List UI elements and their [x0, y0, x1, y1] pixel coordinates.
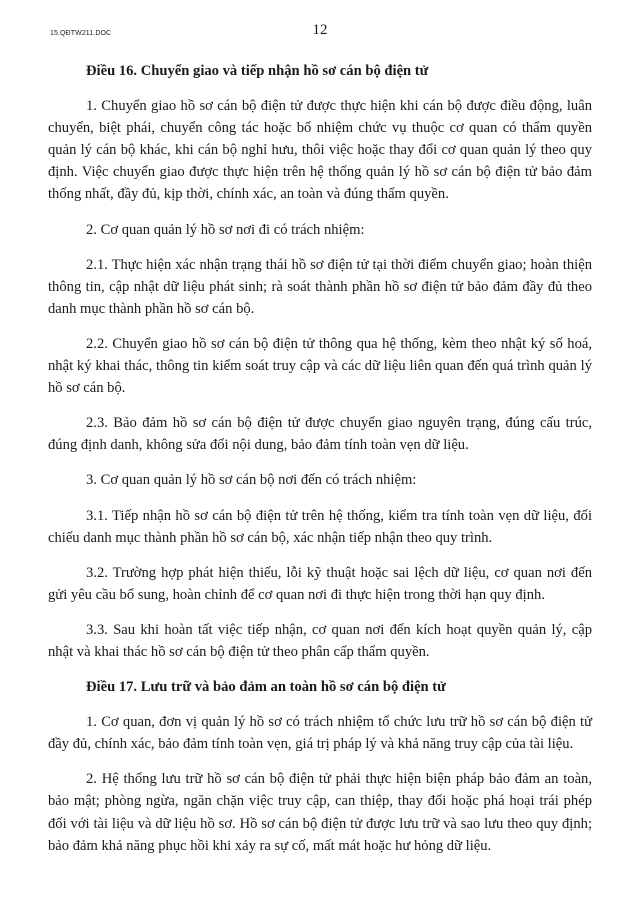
page-number: 12	[312, 22, 328, 38]
article-16-clause-2-1: 2.1. Thực hiện xác nhận trạng thái hồ sơ điện tử tại thời điểm chuyển giao; hoàn thiện thông tin, cập nhật dữ liệu phát sinh; rà soát thành phần hồ sơ điện tử bảo đảm đầy đủ theo danh mục thành phần hồ sơ cán bộ.	[48, 256, 592, 317]
article-17-heading: Điều 17. Lưu trữ và bảo đảm an toàn hồ sơ cán bộ điện tử	[86, 679, 446, 696]
article-16-clause-1: 1. Chuyển giao hồ sơ cán bộ điện tử được thực hiện khi cán bộ được điều động, luân chuyển, biệt phái, chuyển công tác hoặc bổ nhiệm chức vụ thuộc cơ quan có thẩm quyền quản lý cán bộ khác, khi cán bộ nghỉ hưu, thôi việc hoặc thay đổi cơ quan quản lý theo quy định. Việc chuyển giao được thực hiện trên hệ thống quản lý hồ sơ cán bộ điện tử bảo đảm thống nhất, đầy đủ, kịp thời, chính xác, an toàn và đúng thẩm quyền.	[48, 98, 592, 203]
article-16-clause-3-1: 3.1. Tiếp nhận hồ sơ cán bộ điện tử trên hệ thống, kiểm tra tính toàn vẹn dữ liệu, đối chiếu danh mục thành phần hồ sơ cán bộ, xác nhận tiếp nhận theo quy trình.	[48, 507, 592, 546]
article-16-clause-3-3: 3.3. Sau khi hoàn tất việc tiếp nhận, cơ quan nơi đến kích hoạt quyền quản lý, cập nhật và khai thác hồ sơ cán bộ điện tử theo phân cấp thẩm quyền.	[48, 621, 592, 660]
document-code: 15.QĐTW211.DOC	[50, 30, 112, 37]
article-16-clause-3-2: 3.2. Trường hợp phát hiện thiếu, lỗi kỹ thuật hoặc sai lệch dữ liệu, cơ quan nơi đến gửi yêu cầu bổ sung, hoàn chỉnh để cơ quan nơi đi thực hiện trong thời hạn quy định.	[48, 564, 592, 603]
document-body	[48, 60, 592, 870]
article-16-clause-2-3: 2.3. Bảo đảm hồ sơ cán bộ điện tử được chuyển giao nguyên trạng, đúng cấu trúc, đúng định danh, không sửa đổi nội dung, bảo đảm tính toàn vẹn dữ liệu.	[48, 415, 592, 454]
article-17-clause-1: 1. Cơ quan, đơn vị quản lý hồ sơ có trách nhiệm tổ chức lưu trữ hồ sơ cán bộ điện tử đầy đủ, chính xác, bảo đảm tính toàn vẹn, giá trị pháp lý và khả năng truy cập của tài liệu.	[48, 714, 592, 753]
article-16-clause-2-2: 2.2. Chuyển giao hồ sơ cán bộ điện tử thông qua hệ thống, kèm theo nhật ký số hoá, nhật ký khai thác, thông tin kiểm soát truy cập và các dữ liệu liên quan đến quá trình quản lý hồ sơ cán bộ.	[48, 335, 592, 397]
article-16-clause-3: 3. Cơ quan quản lý hồ sơ cán bộ nơi đến có trách nhiệm:	[86, 472, 417, 489]
article-16-clause-2: 2. Cơ quan quản lý hồ sơ nơi đi có trách nhiệm:	[86, 221, 365, 238]
article-16-heading: Điều 16. Chuyển giao và tiếp nhận hồ sơ cán bộ điện tử	[86, 63, 429, 79]
article-17-clause-2: 2. Hệ thống lưu trữ hồ sơ cán bộ điện tử phải thực hiện biện pháp bảo đảm an toàn, bảo mật; phòng ngừa, ngăn chặn việc truy cập, can thiệp, thay đổi hoặc phá hoại trái phép đối với tài liệu và dữ liệu hồ sơ. Hồ sơ cán bộ điện tử được lưu trữ và sao lưu theo quy định; bảo đảm khả năng phục hồi khi xảy ra sự cố, mất mát hoặc hư hỏng dữ liệu.	[48, 771, 592, 854]
